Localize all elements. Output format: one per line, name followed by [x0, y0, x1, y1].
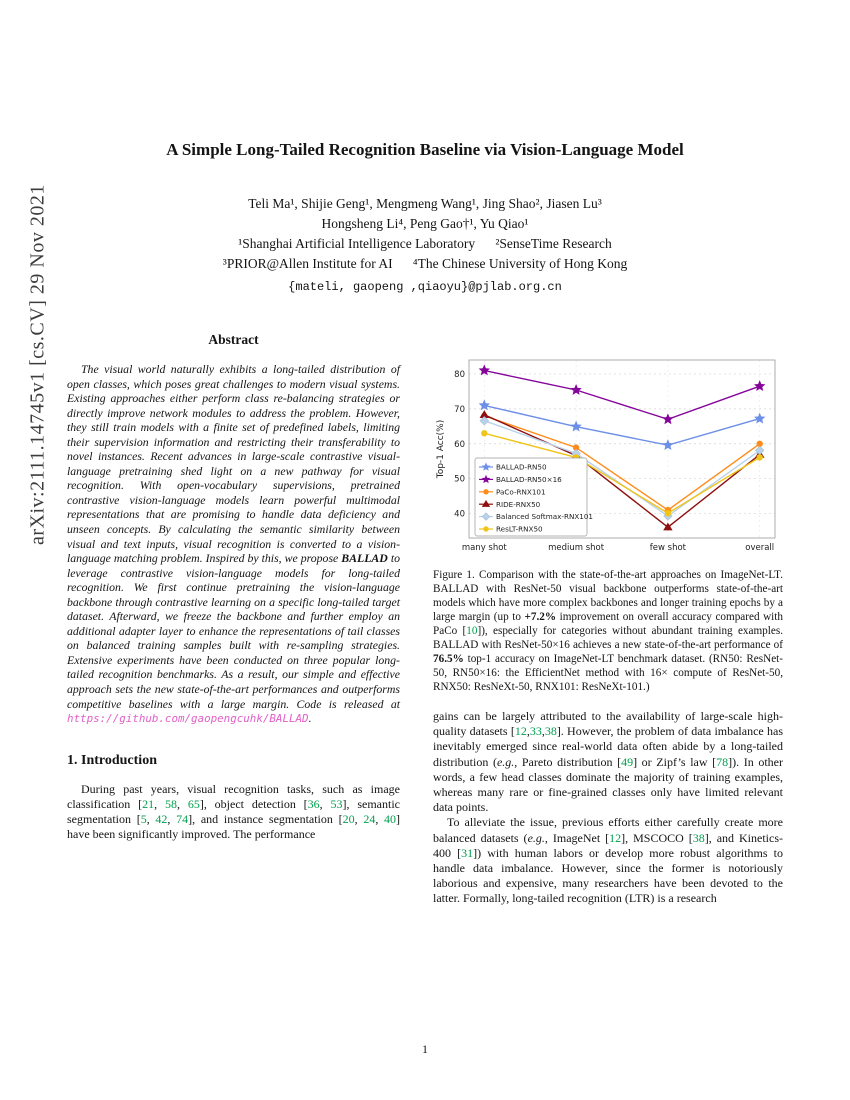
citation[interactable]: 78 — [716, 754, 729, 769]
text-segment: The visual world naturally exhibits a long-tailed distribution of open classes, which poses great challenges to modern visual systems. Existing approaches either perform class re-balancing strategies or directly improve network modules to address the problem. However, they still train models with a finite set of predefined labels, limiting their supervision information and restricting their transferability to novel instances. Recent advances in large-scale contrastive visual-language pretraining shed light on a new pathway for visual recognition. With open-vocabulary supervisions, pretrained contrastive vision-language models learn powerful multimodal representations that are promising to handle data deficiency and unseen concepts. By calculating the semantic similarity between visual and text inputs, visual recognition is converted to a vision-language matching problem. Inspired by this, we propose — [67, 362, 400, 566]
text-segment: ], semantic segmentation [ — [67, 796, 401, 827]
citation[interactable]: 36 — [307, 796, 320, 811]
citation[interactable]: 40 — [384, 812, 397, 827]
chart-legend — [475, 458, 593, 536]
abstract-heading: Abstract — [208, 332, 259, 347]
text-segment: e.g. — [527, 830, 545, 845]
text-segment: ] or Zipf’s law [ — [633, 754, 717, 769]
text-segment: ], and instance segmentation [ — [188, 812, 343, 827]
authors-line-1: Teli Ma¹, Shijie Geng¹, Mengmeng Wang¹, Jing Shao², Jiasen Lu³ — [248, 196, 602, 211]
citation[interactable]: 38 — [692, 830, 705, 845]
citation[interactable]: 12 — [514, 724, 527, 739]
x-tick-label: few shot — [649, 543, 687, 553]
legend-label: BALLAD-RN50×16 — [496, 475, 562, 484]
affiliations-line-1: ¹Shanghai Artificial Intelligence Laboratory ²SenseTime Research — [238, 236, 612, 251]
citation[interactable]: 42 — [155, 812, 168, 827]
figure-1-caption — [433, 568, 783, 694]
abstract-text — [67, 362, 400, 727]
text-segment: , — [146, 812, 156, 827]
paper-page: arXiv:2111.14745v1 [cs.CV] 29 Nov 2021 A Simple Long-Tailed Recognition Baseline via Vision-Language Model Teli Ma¹, Shijie Geng¹, Mengmeng Wang¹, Jing Shao², Jiasen Lu³ Hongsheng Li⁴, Peng Gao†¹, Yu Qiao¹ ¹Shanghai Artificial Intelligence Laboratory ²SenseTime Research ³PRIOR@Allen Institute for AI ⁴The Chinese University of Hong Kong {mateli, gaopeng ,qiaoyu}@pjlab.org.cn Abstract The visual world naturally exhibits a long-tailed distribution of open classes, which poses great challenges to modern visual systems. Existing approaches either perform class re-balancing strategies or directly improve network modules to address the problem. However, they still train models with a finite set of predefined labels, limiting their supervision information and restricting their transferability to novel instances. Recent advances in large-scale contrastive visual-language pretraining shed light on a new pathway for visual recognition. With open-vocabulary supervisions, pretrained contrastive vision-language models learn powerful multimodal representations that are promising to handle data deficiency and unseen concepts. By calculating the semantic similarity between visual and text inputs, visual recognition is converted to a vision-language matching problem. Inspired by this, we propose BALLAD to leverage contrastive vision-language models for long-tailed recognition. We first continue pretraining the vision-language backbone through contrastive learning on a specific long-tailed target dataset. Afterward, we freeze the backbone and further employ an additional adapter layer to enhance the representations of tail classes on balanced training samples built with re-sampling strategies. Extensive experiments have been conducted on three popular long-tailed recognition benchmarks. As a result, our simple and effective approach sets the new state-of-the-art performances and outperforms competitive baselines with a large margin. Code is released at https://github.com/gaopengcuhk/BALLAD. 1. Introduction During past years, visual recognition tasks, such as image classification [21, 58, 65], object detection [36, 53], semantic segmentation [5, 42, 74], and instance segmentation [20, 24, 40] have been significantly improved. The performance 40 50 60 70 80 many shot medium shot few shot overall Top-1 Acc(%) BALLAD-RN50 BALLAD-RN50×16 PaCo-RNX101 RIDE-RNX50 Balanced Softmax-RNX101 ResLT-RNX50 Figure 1. Comparison with the state-of-the-art approaches on ImageNet-LT. BALLAD with ResNet-50 visual backbone outperforms state-of-the-art models which have more complex backbones and longer training epochs by a large margin (up to +7.2% improvement on overall accuracy compared with PaCo [10]), especially for categories without abundant training examples. BALLAD with ResNet-50×16 achieves a new state-of-the-art performance of 76.5% top-1 accuracy on ImageNet-LT benchmark dataset. (RN50: ResNet-50, RN50×16: the EfficientNet method with 16× compute of ResNet-50, RNX50: ResNeXt-50, RNX101: ResNeXt-101.) gains can be largely attributed to the availability of large-scale high-quality datasets [12,33,38]. However, the problem of data imbalance has inevitably emerged since real-world data often abide by a long-tailed distribution (e.g., Pareto distribution [49] or Zipf’s law [78]). In other words, a few head classes dominate the majority of training examples, whereas many rare or fine-grained classes only have limited relevant data points. To alleviate the issue, previous efforts either carefully create more balanced datasets (e.g., ImageNet [12], MSCOCO [38], and Kinetics-400 [31]) with human labors or develop more robust algorithms to handle data imbalance. However, since the former is notoriously laborious and expensive, many researchers have been devoted to the latter. Formally, long-tailed recognition (LTR) is a research 1 — [0, 0, 850, 1100]
right-column — [433, 352, 783, 907]
legend-label: RIDE-RNX50 — [496, 499, 541, 509]
text-segment: 76.5% — [433, 653, 464, 665]
text-segment: improvement on overall accuracy compared with PaCo [ — [433, 611, 783, 637]
citation[interactable]: 38 — [544, 724, 557, 739]
authors-line-2: Hongsheng Li⁴, Peng Gao†¹, Yu Qiao¹ — [321, 216, 529, 231]
body-paragraph-1 — [433, 709, 783, 815]
citation[interactable]: 10 — [466, 625, 478, 637]
paper-title: A Simple Long-Tailed Recognition Baseline via Vision-Language Model — [166, 140, 684, 159]
citation[interactable]: 53 — [330, 796, 343, 811]
citation[interactable]: 20 — [342, 812, 355, 827]
citation[interactable]: 12 — [609, 830, 622, 845]
y-tick-label: 80 — [454, 369, 465, 380]
body-paragraph-2 — [433, 815, 783, 906]
figure-1 — [433, 352, 783, 694]
text-segment: , — [177, 796, 188, 811]
x-tick-label: overall — [745, 543, 775, 553]
citation[interactable]: 5 — [140, 812, 147, 827]
citation[interactable]: 74 — [176, 812, 189, 827]
page-footer — [0, 1042, 850, 1057]
text-segment: , — [375, 812, 385, 827]
citation[interactable]: 31 — [461, 845, 474, 860]
text-segment: , — [167, 812, 177, 827]
text-segment: ]), especially for categories without abundant training examples. BALLAD with ResNet-50×16 achieves a new state-of-the-art performance of — [433, 625, 784, 651]
text-segment: , — [354, 812, 364, 827]
x-tick-label: many shot — [461, 543, 507, 553]
text-segment: to leverage contrastive vision-language models for long-tailed recognition. We first continue pretraining the vision-language backbone through contrastive learning on a specific long-tailed target dataset. Afterward, we freeze the backbone and further employ an additional adapter layer to enhance the representations of tail classes on balanced training samples built with re-sampling strategies. Extensive experiments have been conducted on three popular long-tailed recognition benchmarks. As a result, our simple and effective approach sets the new state-of-the-art performances and outperforms competitive baselines with a large margin. Code is released at — [67, 551, 400, 711]
citation[interactable]: 49 — [621, 754, 634, 769]
text-segment: , Pareto distribution [ — [514, 754, 622, 769]
text-segment: ] have been significantly improved. The performance — [67, 812, 401, 842]
text-segment: , ImageNet [ — [544, 830, 610, 845]
author-emails: {mateli, gaopeng ,qiaoyu}@pjlab.org.cn — [288, 280, 562, 294]
text-segment: ], MSCOCO [ — [621, 830, 693, 845]
legend-label: ResLT-RNX50 — [496, 524, 543, 534]
text-segment: , — [526, 724, 530, 739]
legend-label: Balanced Softmax-RNX101 — [496, 512, 593, 522]
page-number: 1 — [422, 1042, 428, 1056]
text-segment: ], object detection [ — [199, 796, 308, 811]
text-segment: BALLAD — [341, 551, 388, 566]
y-axis-label: Top-1 Acc(%) — [436, 419, 446, 479]
text-segment: , — [154, 796, 165, 811]
y-tick-label: 60 — [454, 439, 465, 450]
left-column — [67, 332, 400, 842]
text-segment: Figure 1. Comparison with the state-of-the-art approaches on ImageNet-LT. BALLAD with ResNet-50 visual backbone outperforms state-of-the-art models which have more complex backbones and longer training epochs by a large margin (up to — [433, 569, 783, 623]
citation[interactable]: 24 — [363, 812, 376, 827]
text-segment: During past years, visual recognition tasks, such as image classification [ — [67, 781, 400, 811]
text-segment: , — [541, 724, 545, 739]
y-tick-label: 70 — [454, 404, 465, 415]
github-link[interactable]: https://github.com/gaopengcuhk/BALLAD — [67, 712, 309, 726]
text-segment: ]. However, the problem of data imbalance has inevitably emerged since real-world data often abide by a long-tailed distribution ( — [433, 724, 783, 769]
citation[interactable]: 33 — [529, 724, 542, 739]
citation[interactable]: 65 — [187, 796, 200, 811]
paper-header — [67, 140, 783, 294]
text-segment: , — [319, 796, 331, 811]
legend-label: BALLAD-RN50 — [496, 462, 547, 472]
figure-1-chart — [433, 352, 783, 558]
text-segment: ]) with human labors or develop more robust algorithms to handle data imbalance. However, since the former is notoriously laborious and expensive, many researchers have been devoted to the latter. Formally, long-tailed recognition (LTR) is a research — [433, 845, 783, 906]
legend-label: PaCo-RNX101 — [496, 487, 546, 497]
text-segment: gains can be largely attributed to the availability of large-scale high-quality datasets [ — [433, 709, 783, 739]
affiliations-line-2: ³PRIOR@Allen Institute for AI ⁴The Chinese University of Hong Kong — [222, 256, 628, 271]
text-segment: . — [308, 711, 312, 726]
introduction-paragraph — [67, 782, 400, 843]
series-BALLAD-RN50×16 — [479, 364, 766, 424]
section-heading-introduction: 1. Introduction — [67, 752, 157, 768]
y-tick-label: 40 — [454, 509, 465, 520]
text-segment: To alleviate the issue, previous efforts either carefully create more balanced datasets ( — [433, 815, 783, 845]
x-tick-label: medium shot — [548, 543, 605, 553]
citation[interactable]: 58 — [165, 796, 177, 811]
text-segment: +7.2% — [524, 611, 557, 623]
text-segment: e.g. — [496, 754, 515, 769]
text-segment: ]). In other words, a few head classes dominate the majority of training examples, whereas many rare or fine-grained classes only have limited relevant data points. — [433, 754, 783, 815]
citation[interactable]: 21 — [142, 796, 155, 811]
text-segment: top-1 accuracy on ImageNet-LT benchmark dataset. (RN50: ResNet-50, RN50×16: the EfficientNet method with 16× compute of ResNet-50, RNX50: ResNeXt-50, RNX101: ResNeXt-101.) — [433, 653, 783, 693]
y-tick-label: 50 — [454, 474, 465, 485]
text-segment: ], and Kinetics-400 [ — [433, 830, 783, 860]
